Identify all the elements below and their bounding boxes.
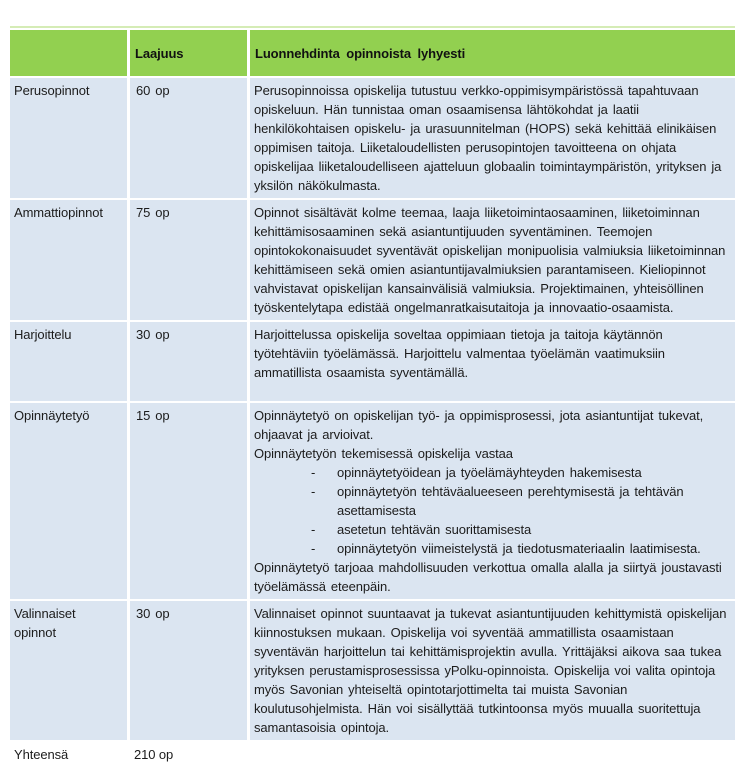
description-paragraph: Opinnäytetyön tekemisessä opiskelija vastaa bbox=[254, 446, 513, 461]
bullet-text: opinnäytetyön tehtäväalueeseen perehtymisestä ja tehtävän asettamisesta bbox=[337, 484, 684, 518]
description-paragraph: Opinnäytetyö tarjoaa mahdollisuuden verkottua omalla alalla ja siirtyä joustavasti työelämässä eteenpäin. bbox=[254, 560, 722, 594]
curriculum-table-container bbox=[7, 26, 740, 768]
bullet-item bbox=[254, 539, 729, 558]
header-cell-blank bbox=[10, 30, 127, 76]
extent-cell: 75 op bbox=[130, 200, 247, 320]
bullet-item bbox=[254, 482, 729, 520]
extent-cell: 15 op bbox=[130, 403, 247, 599]
curriculum-table bbox=[7, 28, 738, 768]
header-cell-luonnehdinta: Luonnehdinta opinnoista lyhyesti bbox=[250, 30, 735, 76]
description-cell bbox=[250, 403, 735, 599]
bullet-dash: - bbox=[311, 522, 316, 537]
total-label: Yhteensä bbox=[14, 747, 69, 762]
bullet-item bbox=[254, 463, 729, 482]
table-row bbox=[10, 200, 735, 320]
row-label-cell: Opinnäytetyö bbox=[10, 403, 127, 599]
header-cell-laajuus: Laajuus bbox=[130, 30, 247, 76]
bullet-item bbox=[254, 520, 729, 539]
table-body bbox=[10, 78, 735, 766]
bullet-text: opinnäytetyöidean ja työelämäyhteyden hakemisesta bbox=[337, 465, 642, 480]
table-row bbox=[10, 322, 735, 401]
description-cell bbox=[250, 200, 735, 320]
row-label-cell: Valinnaiset opinnot bbox=[10, 601, 127, 740]
header-row bbox=[10, 30, 735, 76]
row-label-cell: Perusopinnot bbox=[10, 78, 127, 198]
description-paragraph: Opinnäytetyö on opiskelijan työ- ja oppimisprosessi, jota asiantuntijat tukevat, ohjaavat ja arvioivat. bbox=[254, 408, 704, 442]
total-empty-cell bbox=[250, 742, 735, 766]
description-paragraph: Valinnaiset opinnot suuntaavat ja tukevat asiantuntijuuden kehittymistä opiskelijan kiinnostuksen mukaan. Opiskelija voi syventää ammatillista osaamistaan syventävän harjoittelun tai kehittämisprojektin avulla. Yrittäjäksi aikova saa tukea yrityksen perustamisprosessissa yPolku-opinnoista. Opiskelija voi valita opintoja myös Savonian yhteiseltä opintotarjottimelta tai muista Savonian koulutusohjelmista. Hän voi sisällyttää tutkintoonsa myös muualla suoritettuja samantasoisia opintoja. bbox=[254, 606, 727, 735]
table-row bbox=[10, 78, 735, 198]
bullet-text: asetetun tehtävän suorittamisesta bbox=[337, 522, 532, 537]
table-header bbox=[10, 30, 735, 76]
row-label-cell: Harjoittelu bbox=[10, 322, 127, 401]
total-row bbox=[10, 742, 735, 766]
table-row bbox=[10, 403, 735, 599]
row-label-cell: Ammattiopinnot bbox=[10, 200, 127, 320]
total-extent: 210 op bbox=[134, 747, 174, 762]
bullet-dash: - bbox=[311, 541, 316, 556]
table-row bbox=[10, 601, 735, 740]
description-cell bbox=[250, 78, 735, 198]
bullet-dash: - bbox=[311, 465, 316, 480]
bullet-text: opinnäytetyön viimeistelystä ja tiedotusmateriaalin laatimisesta. bbox=[337, 541, 701, 556]
extent-cell: 30 op bbox=[130, 322, 247, 401]
bullet-dash: - bbox=[311, 484, 316, 499]
description-paragraph: Harjoittelussa opiskelija soveltaa oppimiaan tietoja ja taitoja käytännön työtehtäviin työelämässä. Harjoittelu valmentaa työelämän vaatimuksiin ammatillista osaamista syventämällä. bbox=[254, 327, 665, 380]
description-paragraph: Perusopinnoissa opiskelija tutustuu verkko-oppimisympäristössä tapahtuvaan opiskeluun. Hän tunnistaa oman osaamisensa lähtökohdat ja laatii henkilökohtaisen opiskelu- ja urasuunnitelman (HOPS) sekä kehittää elinikäisen oppimisen taitoja. Liiketaloudellisten perusopintojen tavoitteena on ohjata opiskelijaa liiketaloudelliseen ajatteluun globaalin toimintaympäristön, yrityksen ja yksilön näkökulmasta. bbox=[254, 83, 722, 193]
description-cell bbox=[250, 601, 735, 740]
extent-cell: 60 op bbox=[130, 78, 247, 198]
table-top-edge bbox=[10, 26, 735, 28]
description-paragraph: Opinnot sisältävät kolme teemaa, laaja liiketoimintaosaaminen, liiketoiminnan kehittämisosaaminen sekä asiantuntijuuden syventäminen. Teemojen opintokokonaisuudet syventävät opiskelijan monipuolisia valmiuksia liiketoiminnan kehittämiseen sekä omien asiantuntijavalmiuksien parantamiseen. Kieliopinnot vahvistavat opiskelijan kansainvälisiä valmiuksia. Projektimainen, yhteisöllinen työskentelytapa edistää ongelmanratkaisutaitoja ja innovaatio-osaamista. bbox=[254, 205, 726, 315]
description-cell bbox=[250, 322, 735, 401]
extent-cell: 30 op bbox=[130, 601, 247, 740]
